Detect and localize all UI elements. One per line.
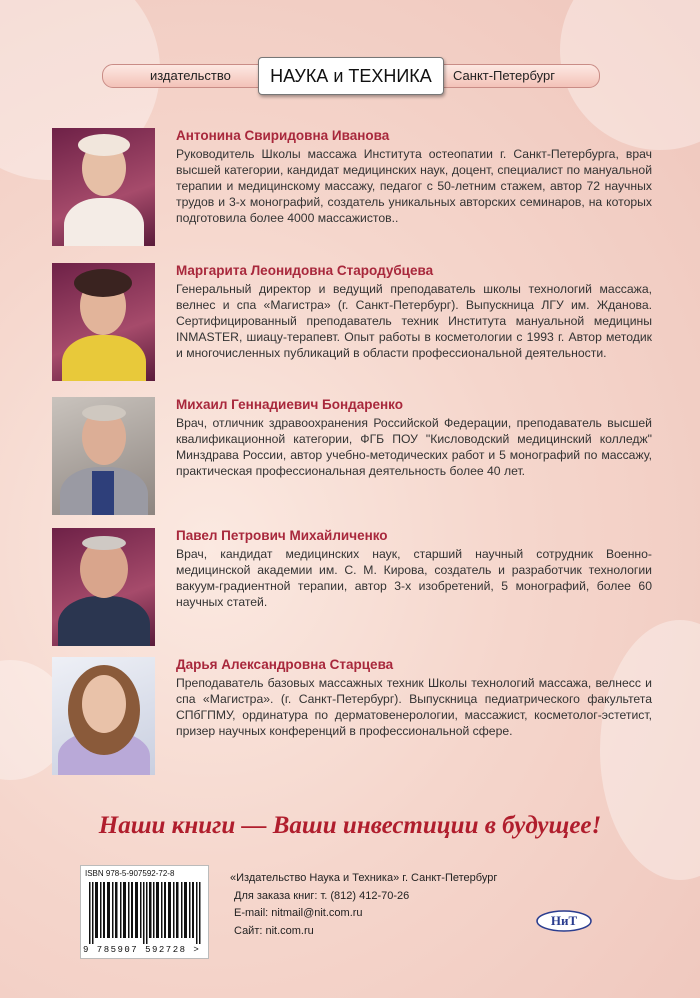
author-name: Дарья Александровна Старцева — [176, 657, 394, 672]
author-entry — [52, 397, 652, 517]
author-photo — [52, 263, 155, 381]
author-entry — [52, 128, 652, 248]
author-name: Михаил Геннадиевич Бондаренко — [176, 397, 403, 412]
publisher-info — [230, 870, 497, 940]
isbn-barcode — [80, 865, 209, 959]
author-photo — [52, 397, 155, 515]
author-entry — [52, 528, 652, 648]
author-name: Антонина Свиридовна Иванова — [176, 128, 390, 143]
author-bio: Врач, отличник здравоохранения Российской Федерации, преподаватель высшей квалификационной категории, ФГБ ПОУ "Кисловодский медицинский колледж" Минздрава России, автор учебно-методических работ и 5 монографий по массажу, практическая профессиональная деятельность более 40 лет. — [176, 416, 652, 478]
publisher-logo-icon — [536, 907, 592, 933]
author-photo — [52, 528, 155, 646]
author-photo — [52, 128, 155, 246]
banner-right-text: Санкт-Петербург — [453, 68, 555, 83]
website-link[interactable]: Сайт: nit.com.ru — [234, 924, 314, 937]
slogan: Наши книги — Ваши инвестиции в будущее! — [98, 812, 602, 839]
author-photo — [52, 657, 155, 775]
author-entry — [52, 657, 652, 777]
author-entry — [52, 263, 652, 383]
author-bio: Руководитель Школы массажа Института остеопатии г. Санкт-Петербурга, врач высшей категории, кандидат медицинских наук, доцент, специалист по мануальной терапии и медицинскому массажу, педагог с 50-летним стажем, автор 72 научных трудов и 3-х монографий, создатель уникальных авторских семинаров, на которых подготовила более 4000 массажистов.. — [176, 147, 652, 225]
banner-left-text: издательство — [150, 68, 231, 83]
publisher-name: «Издательство Наука и Техника» г. Санкт-Петербург — [230, 872, 498, 884]
logo-text: НиТ — [550, 913, 578, 928]
publisher-name-box: НАУКА и ТЕХНИКА — [258, 57, 444, 95]
author-name: Маргарита Леонидовна Стародубцева — [176, 263, 434, 278]
order-phone: Для заказа книг: т. (812) 412-70-26 — [234, 889, 410, 902]
author-bio: Преподаватель базовых массажных техник Школы технологий массажа, велнесс и спа «Магистра». (г. Санкт-Петербург). Выпускница педиатрического факультета СПбГПМУ, ординатура по дерматовенерологии, массажист, косметолог-эстетист, призер научных конференций в профессиональной сфере. — [176, 676, 652, 738]
author-name: Павел Петрович Михайличенко — [176, 528, 388, 543]
email-link[interactable]: E-mail: nitmail@nit.com.ru — [234, 907, 363, 919]
author-bio: Врач, кандидат медицинских наук, старший научный сотрудник Военно-медицинской академии им. С. М. Кирова, создатель и разработчик технологии вакуум-градиентной терапии, автор 3-х изобретений, 5 монографий, более 60 научных статей. — [176, 547, 652, 609]
barcode-icon — [89, 882, 201, 944]
author-bio: Генеральный директор и ведущий преподаватель школы технологий массажа, велнес и спа «Магистра» (г. Санкт-Петербург). Выпускница ЛГУ им. Жданова. Сертифицированный преподаватель техник Института мануальной медицины INMASTER, шиацу-терапевт. Опыт работы в косметологии с 1993 г. Автор методик и многочисленных публикаций в области профессиональной деятельности. — [176, 282, 652, 360]
isbn-label: ISBN 978-5-907592-72-8 — [85, 869, 175, 878]
ean-digits: 9 785907 592728 > — [83, 945, 201, 955]
